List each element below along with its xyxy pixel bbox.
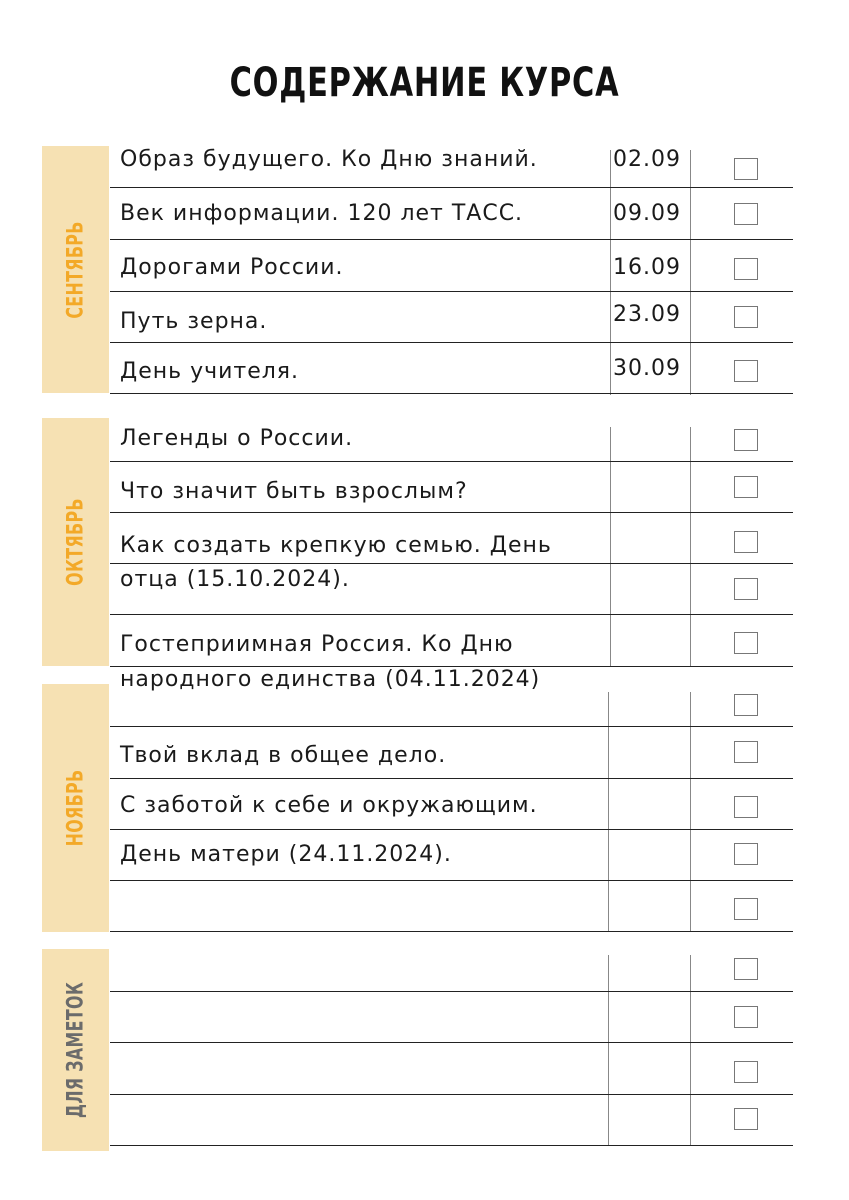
notes-checkbox[interactable]	[734, 1006, 758, 1028]
lesson-title: народного единства (04.11.2024)	[120, 667, 541, 692]
check-column-divider	[690, 955, 691, 1145]
month-label-september: СЕНТЯБРЬ	[63, 220, 88, 319]
row-divider	[110, 393, 793, 394]
lesson-title: Что значит быть взрослым?	[120, 479, 468, 504]
lesson-checkbox[interactable]	[734, 258, 758, 280]
month-band-notes	[42, 949, 109, 1151]
row-divider	[110, 880, 793, 881]
lesson-date: 02.09	[613, 147, 681, 172]
lesson-title: День матери (24.11.2024).	[120, 842, 452, 867]
row-divider	[110, 726, 793, 727]
notes-checkbox[interactable]	[734, 958, 758, 980]
check-column-divider	[690, 427, 691, 667]
lesson-title: Твой вклад в общее дело.	[120, 743, 447, 768]
lesson-checkbox[interactable]	[734, 898, 758, 920]
lesson-checkbox[interactable]	[734, 158, 758, 180]
row-divider	[110, 291, 793, 292]
lesson-title: День учителя.	[120, 359, 300, 384]
row-divider	[110, 829, 793, 830]
row-divider	[110, 461, 793, 462]
date-column-divider	[610, 427, 611, 667]
lesson-checkbox[interactable]	[734, 843, 758, 865]
lesson-checkbox[interactable]	[734, 796, 758, 818]
lesson-title: Гостеприимная Россия. Ко Дню	[120, 632, 514, 657]
lesson-title: отца (15.10.2024).	[120, 567, 350, 592]
page-title: СОДЕРЖАНИЕ КУРСА	[229, 60, 620, 106]
month-label-october: ОКТЯБРЬ	[63, 498, 88, 586]
lesson-checkbox[interactable]	[734, 632, 758, 654]
month-band-november	[42, 684, 109, 932]
lesson-date: 30.09	[613, 356, 681, 381]
lesson-checkbox[interactable]	[734, 203, 758, 225]
month-band-september	[42, 146, 109, 393]
row-divider	[110, 931, 793, 932]
row-divider	[110, 991, 793, 992]
row-divider	[110, 1094, 793, 1095]
row-divider	[110, 1145, 793, 1146]
row-divider	[110, 512, 793, 513]
month-label-notes: ДЛЯ ЗАМЕТОК	[63, 981, 88, 1119]
lesson-checkbox[interactable]	[734, 578, 758, 600]
row-divider	[110, 778, 793, 779]
lesson-checkbox[interactable]	[734, 360, 758, 382]
lesson-title: Дорогами России.	[120, 255, 344, 280]
lesson-title: С заботой к себе и окружающим.	[120, 793, 538, 818]
month-label-november: НОЯБРЬ	[63, 769, 88, 847]
date-column-divider	[608, 692, 609, 932]
lesson-date: 23.09	[613, 302, 681, 327]
lesson-checkbox[interactable]	[734, 741, 758, 763]
notes-checkbox[interactable]	[734, 1108, 758, 1130]
date-column-divider	[608, 955, 609, 1145]
lesson-checkbox[interactable]	[734, 531, 758, 553]
row-divider	[110, 614, 793, 615]
lesson-title: Легенды о России.	[120, 426, 354, 451]
lesson-checkbox[interactable]	[734, 694, 758, 716]
lesson-date: 16.09	[613, 255, 681, 280]
lesson-date: 09.09	[613, 201, 681, 226]
month-band-october	[42, 418, 109, 666]
lesson-title: Путь зерна.	[120, 309, 268, 334]
check-column-divider	[690, 692, 691, 932]
lesson-checkbox[interactable]	[734, 306, 758, 328]
lesson-title: Век информации. 120 лет ТАСС.	[120, 201, 524, 226]
lesson-checkbox[interactable]	[734, 476, 758, 498]
lesson-checkbox[interactable]	[734, 429, 758, 451]
row-divider	[110, 239, 793, 240]
lesson-title: Как создать крепкую семью. День	[120, 533, 552, 558]
notes-checkbox[interactable]	[734, 1061, 758, 1083]
row-divider	[110, 342, 793, 343]
lesson-title: Образ будущего. Ко Дню знаний.	[120, 147, 538, 172]
row-divider	[110, 187, 793, 188]
row-divider	[110, 1042, 793, 1043]
